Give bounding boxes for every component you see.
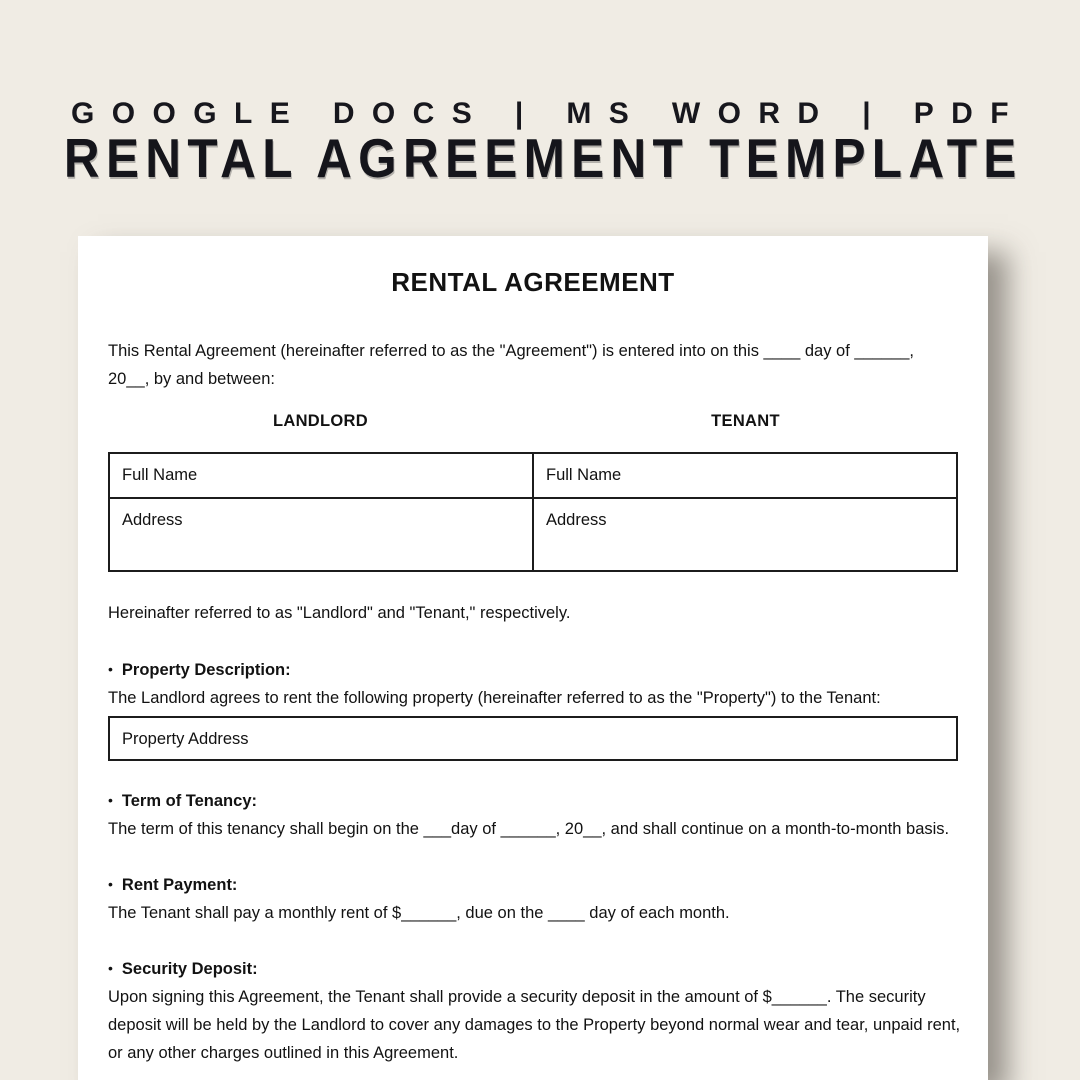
intro-line-1: This Rental Agreement (hereinafter referred to as the "Agreement") is entered into on this ____ day of ______, [108, 342, 915, 360]
security-deposit-heading [108, 955, 958, 983]
party-table [108, 452, 958, 572]
banner-title: RENTAL AGREEMENT TEMPLATE [63, 127, 1023, 189]
section-property-description [108, 656, 958, 761]
banner-title-wrap [0, 127, 1080, 189]
rent-payment-heading-text: Rent Payment: [121, 876, 238, 894]
property-description-heading-text: Property Description: [121, 661, 291, 679]
bullet-icon: • [108, 876, 113, 892]
term-of-tenancy-body: The term of this tenancy shall begin on the ___day of ______, 20__, and shall continue on a month-to-month basis. [108, 820, 950, 838]
table-row-address [109, 498, 957, 571]
document-page [78, 236, 988, 1080]
rent-payment-heading [108, 871, 958, 899]
bullet-icon: • [108, 661, 113, 677]
landlord-fullname-field[interactable]: Full Name [109, 453, 533, 498]
property-address-label: Property Address [122, 729, 249, 748]
intro-line-2: 20__, by and between: [108, 370, 275, 388]
security-deposit-line-3: or any other charges outlined in this Agreement. [108, 1044, 459, 1062]
bullet-icon: • [108, 960, 113, 976]
tenant-column-header: TENANT [711, 412, 780, 430]
table-row-fullname [109, 453, 957, 498]
term-of-tenancy-heading-text: Term of Tenancy: [121, 792, 257, 810]
section-rent-payment [108, 871, 958, 927]
section-term-of-tenancy [108, 787, 958, 843]
security-deposit-line-1: Upon signing this Agreement, the Tenant shall provide a security deposit in the amount of $______. The security [108, 988, 926, 1006]
intro-paragraph [108, 337, 958, 393]
tenant-address-field[interactable]: Address [533, 498, 957, 571]
rent-payment-body: The Tenant shall pay a monthly rent of $______, due on the ____ day of each month. [108, 904, 730, 922]
party-column-headers [108, 409, 958, 433]
landlord-column-header: LANDLORD [273, 412, 368, 430]
security-deposit-line-2: deposit will be held by the Landlord to cover any damages to the Property beyond normal wear and tear, unpaid rent, [108, 1016, 961, 1034]
term-of-tenancy-heading [108, 787, 958, 815]
section-security-deposit [108, 955, 961, 1067]
banner-subtitle: GOOGLE DOCS | MS WORD | PDF [71, 97, 1026, 130]
tenant-fullname-field[interactable]: Full Name [533, 453, 957, 498]
property-description-heading [108, 656, 958, 684]
document-title: RENTAL AGREEMENT [391, 267, 675, 297]
property-address-field[interactable] [108, 716, 958, 761]
landlord-address-field[interactable]: Address [109, 498, 533, 571]
security-deposit-heading-text: Security Deposit: [121, 960, 258, 978]
property-description-body: The Landlord agrees to rent the following property (hereinafter referred to as the "Property") to the Tenant: [108, 689, 881, 707]
hereinafter-line: Hereinafter referred to as "Landlord" and "Tenant," respectively. [108, 604, 571, 622]
bullet-icon: • [108, 792, 113, 808]
